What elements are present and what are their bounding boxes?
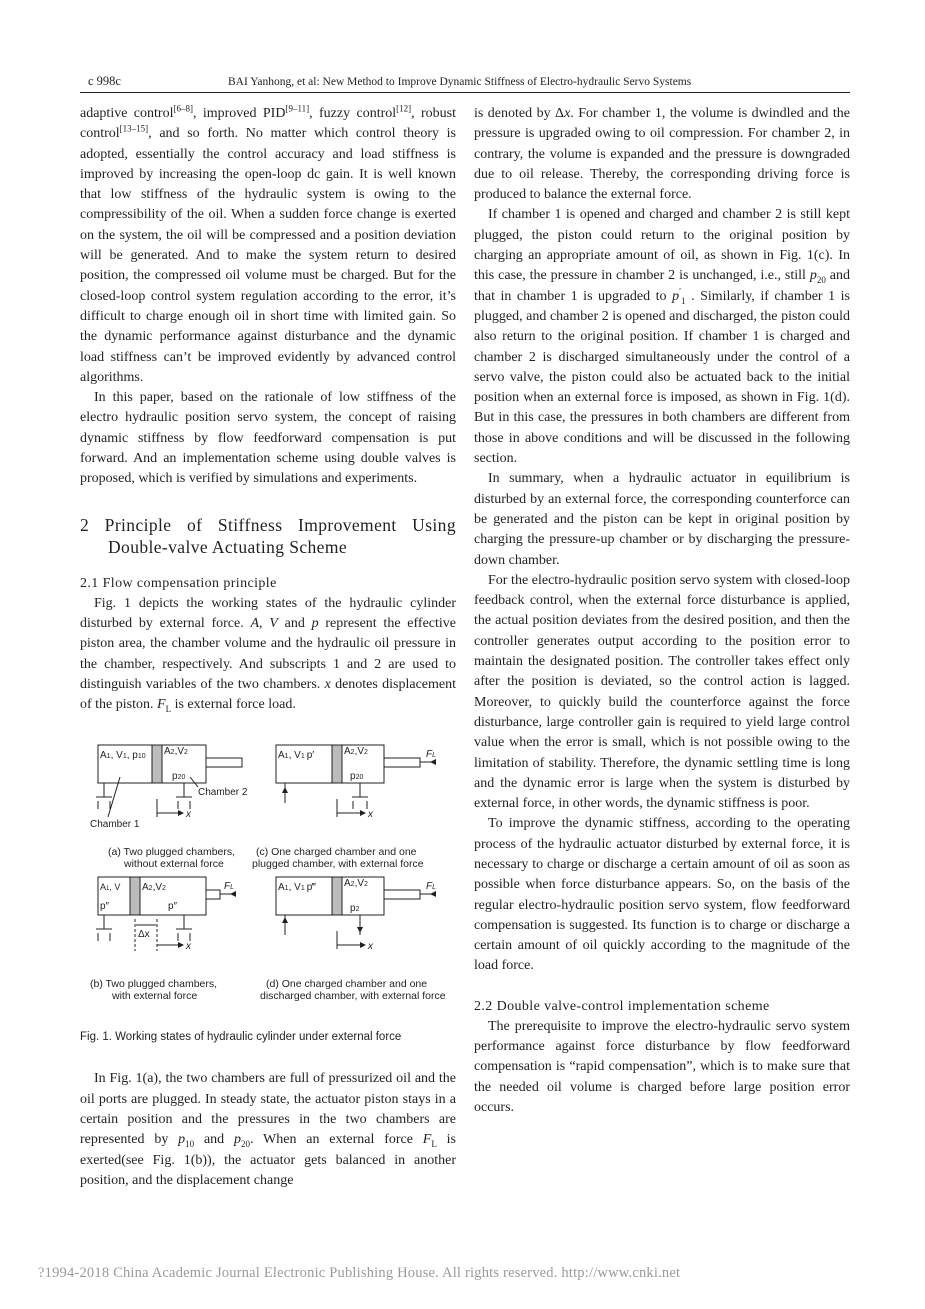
symbol-F: F	[157, 697, 166, 713]
label-c-FL: FL	[426, 749, 437, 761]
piston-a	[152, 745, 162, 783]
text-run: and that in chamber 1 is upgraded to	[474, 268, 850, 304]
symbol-x: x	[564, 106, 571, 121]
label-d-chamber1: A1, V1 p‴	[278, 882, 316, 894]
label-a-p20: p20	[172, 771, 186, 783]
symbol-V: V	[269, 615, 278, 631]
subscript: 1	[681, 295, 686, 306]
caption-d-line1: (d) One charged chamber and one	[266, 978, 428, 991]
symbol-p: p	[178, 1132, 186, 1148]
paragraph-displacement	[474, 104, 850, 205]
symbol-p: p	[233, 1132, 241, 1148]
label-c-p20: p20	[350, 771, 364, 783]
running-title: BAI Yanhong, et al: New Method to Improve Dynamic Stiffness of Electro-hydraulic Servo Systems	[228, 76, 692, 88]
caption-a-line2: without external force	[124, 858, 224, 871]
paragraph-fig1a	[80, 1069, 456, 1191]
rod-d	[384, 890, 420, 899]
label-d-chamber2: A2,V2	[344, 878, 368, 890]
label-d-x: x	[368, 941, 373, 953]
label-c-x: x	[368, 809, 373, 821]
label-a-x: x	[186, 809, 191, 821]
label-d-p2: p2	[350, 903, 360, 915]
text-run: , robust control	[80, 106, 457, 142]
subscript: L	[165, 703, 172, 714]
symbol-p: p	[809, 268, 817, 284]
subscript: 20	[816, 275, 826, 286]
paragraph-intro-continued	[80, 104, 456, 388]
label-c-chamber1: A1, V1 p′	[278, 750, 315, 762]
citation: [13–15]	[119, 123, 149, 134]
text-run: denotes displacement of the piston.	[80, 676, 456, 713]
page-number: c 998c	[88, 74, 121, 88]
text-run: is denoted by Δ	[474, 106, 565, 121]
text-run: . For chamber 1, the volume is dwindled and the pressure is upgraded owing to oil compression. For chamber 2, in contrary, the volume is expanded and the pressure is downgraded due to oil release. Thereby, the corresponding driving force is produced to balance the external force.	[474, 106, 850, 203]
text-run: , and so forth. No matter which control theory is adopted, essentially the control accuracy and load stiffness is improved by increasing the open-loop dc gain. It is well known that low stiffness of the hydraulic system is owing to the compressibility of the oil. When a sudden force change is exerted on the system, the oil will be compressed and a position deviation will be generated. And to make the system return to desired position, the compressed oil volume must be charged. But for the closed-loop control system regulation according to the error, it’s difficult to charge enough oil in short time with limited gain. So the dynamic performance against disturbance and the dynamic load stiffness can’t be improved evidently by advanced control algorithms.	[80, 126, 456, 385]
caption-b-line1: (b) Two plugged chambers,	[90, 978, 218, 991]
text-run: . When an external force	[249, 1132, 423, 1148]
label-a-chamber1: A1, V1, p10	[100, 750, 146, 762]
symbol-x: x	[324, 676, 331, 692]
paragraph-improve-stiffness: To improve the dynamic stiffness, according to the operating process of the hydraulic actuator disturbed by external force, it is necessary to charge or discharge a certain amount of oil as soon as possible when force disturbance appears. So, on the basis of the regular electro-hydraulic position servo system, flow feedforward compensation is suggested. Its function is to charge or discharge a certain amount of oil quickly according to the magnitude of the load force.	[474, 816, 850, 974]
label-a-chamber2: A2,V2	[164, 746, 188, 758]
text-run: is external force load.	[171, 697, 296, 713]
symbol-F: F	[422, 1132, 432, 1148]
label-b-chamber2: A2,V2	[142, 882, 166, 894]
subscript: 10	[185, 1139, 195, 1150]
label-d-FL: FL	[426, 881, 437, 893]
label-b-p2: p″	[168, 901, 178, 913]
text-run: In Fig. 1(a), the two chambers are full of pressurized oil and the oil ports are plugged. In steady state, the actuator piston stays in a certain position and the pressures in the two chambers are represented by	[80, 1071, 456, 1148]
caption-c-line1: (c) One charged chamber and one	[256, 846, 417, 859]
label-b-p1: p″	[100, 901, 110, 913]
right-column	[474, 104, 850, 1118]
text-run: , fuzzy control	[309, 106, 397, 121]
text-run: is exerted(see Fig. 1(b)), the actuator gets balanced in another position, and the displacement change	[80, 1132, 456, 1188]
label-chamber2: Chamber 2	[198, 787, 248, 799]
text-run: , improved PID	[192, 106, 286, 121]
caption-b-line2: with external force	[112, 990, 198, 1003]
label-c-chamber2: A2,V2	[344, 746, 368, 758]
symbol-p: p	[672, 288, 680, 304]
text-run: represent the effective piston area, the chamber volume and the hydraulic oil pressure in the chamber, respectively. And subscripts 1 and 2 are used to distinguish variables of the two chambers.	[80, 615, 456, 692]
label-chamber1: Chamber 1	[90, 819, 140, 831]
subscript: 20	[240, 1139, 250, 1150]
text-run: . Similarly, if chamber 1 is plugged, and chamber 2 is opened and discharged, the piston could also return to the original position. If chamber 1 is charged and chamber 2 is discharged simultaneously under the control of a servo valve, the piston could also be actuated back to the initial position when an external force is imposed, as shown in Fig. 1(d). But in this case, the pressures in both chambers are different from those in above conditions and will be discussed in the following section.	[474, 288, 850, 467]
rod-a	[206, 758, 242, 767]
left-column	[80, 104, 456, 1191]
section-2-1-heading: 2.1 Flow compensation principle	[80, 575, 277, 591]
paragraph-this-paper: In this paper, based on the rationale of low stiffness of the electro hydraulic position servo system, the concept of raising dynamic stiffness by flow feedforward compensation is put forward. And an implementation scheme using double valves is proposed, which is verified by simulations and experiments.	[80, 390, 456, 487]
citation: [12]	[396, 103, 412, 114]
symbol-A: A	[250, 615, 260, 631]
figure-1	[80, 737, 456, 1027]
paragraph-closed-loop: For the electro-hydraulic position servo system with closed-loop feedback control, when the external force disturbance is applied, the actual position deviates from the desired position, and then the controller generates output according to the position error to maintain the designated position. The controller takes effect only after the position is deviated, so the control action is lagged. Moreover, to quickly build the counterforce against the force disturbance, large controller gain is required to yield large control value when the error is small, which is not possible owing to the limitation of stability. Therefore, the dynamic settling time is long and the dynamic error is large when the system is disturbed by external force, in other words, the dynamic stiffness is poor.	[474, 572, 850, 812]
text-run: If chamber 1 is opened and charged and chamber 2 is still kept plugged, the piston could return to the original position by charging an appropriate amount of oil, as shown in Fig. 1(c). In this case, the pressure in chamber 2 is unchanged, i.e., still	[474, 207, 850, 284]
figure-1-caption: Fig. 1. Working states of hydraulic cylinder under external force	[80, 1031, 402, 1044]
text-run: and	[277, 615, 312, 631]
label-b-chamber1: A1, V	[100, 882, 121, 893]
paragraph-fig1-description	[80, 594, 456, 716]
rod-c	[384, 758, 420, 767]
citation: [9–11]	[285, 103, 310, 114]
text-run: Fig. 1 depicts the working states of the hydraulic cylinder disturbed by external force.	[80, 595, 456, 631]
citation: [6–8]	[173, 103, 193, 114]
paragraph-summary: In summary, when a hydraulic actuator in equilibrium is disturbed by an external force, the corresponding counterforce can be generated and the piston can be kept in original position by charging the pressure-up chamber or by discharging the pressure-down chamber.	[474, 471, 850, 568]
text-run: ,	[259, 615, 270, 631]
label-b-dx: Δx	[138, 929, 150, 941]
label-b-FL: FL	[224, 881, 235, 893]
caption-d-line2: discharged chamber, with external force	[260, 990, 446, 1003]
label-b-x: x	[186, 941, 191, 953]
paragraph-prerequisite: The prerequisite to improve the electro-hydraulic servo system performance against force disturbance by flow feedforward compensation is “rapid compensation”, which is to make sure that the needed oil volume is charged before large position error occurs.	[474, 1018, 850, 1115]
figure-1-diagram	[80, 737, 456, 1027]
subscript: L	[431, 1139, 437, 1150]
footer-copyright: ?1994-2018 China Academic Journal Electronic Publishing House. All rights reserved. http://www.cnki.net	[38, 1265, 681, 1281]
caption-a-line1: (a) Two plugged chambers,	[108, 846, 236, 859]
prime: ′	[679, 286, 682, 297]
header-rule	[80, 92, 850, 93]
caption-c-line2: plugged chamber, with external force	[252, 858, 424, 871]
piston-c	[332, 745, 342, 783]
rod-b	[206, 890, 220, 899]
text-run: adaptive control	[80, 106, 174, 121]
piston-b	[130, 877, 140, 915]
section-2-2-heading: 2.2 Double valve-control implementation scheme	[474, 998, 770, 1014]
symbol-p: p	[311, 615, 319, 631]
paragraph-chamber-charged	[474, 205, 850, 469]
piston-d	[332, 877, 342, 915]
text-run: and	[194, 1132, 234, 1148]
section-2-heading: 2 Principle of Stiffness Improvement Using Double-valve Actuating Scheme	[80, 514, 456, 557]
